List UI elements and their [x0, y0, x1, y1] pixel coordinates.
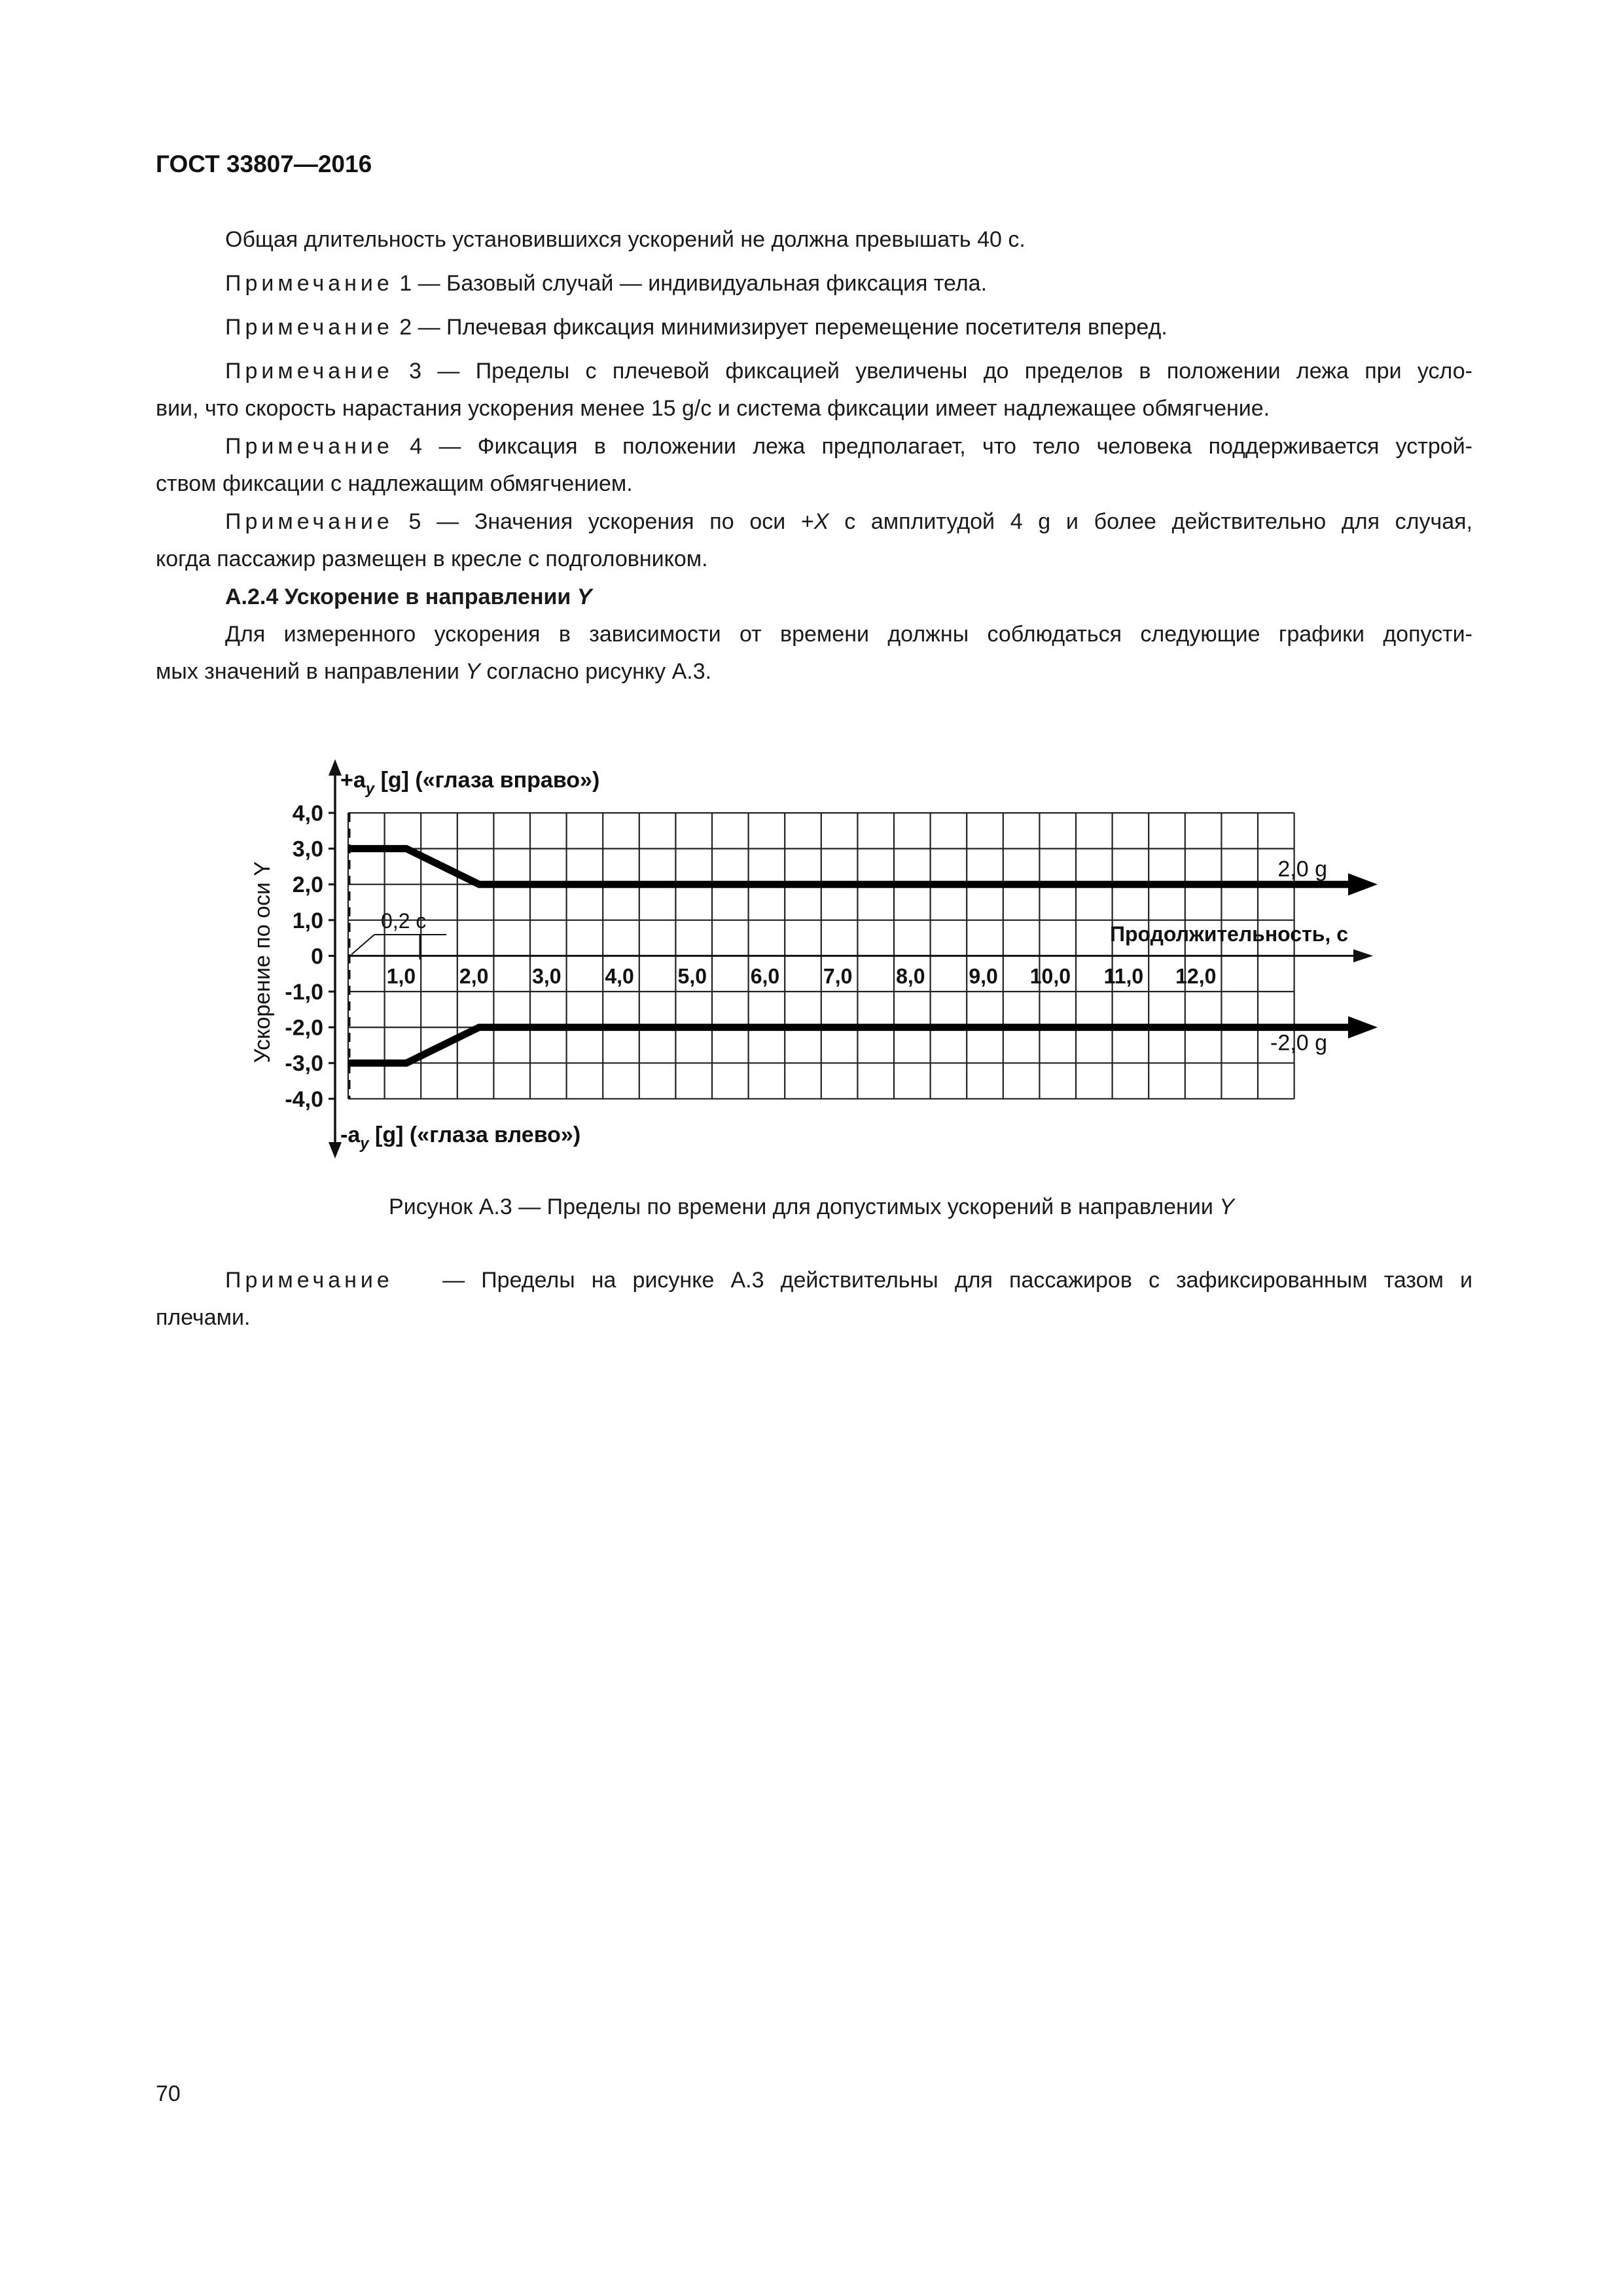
- dt-annotation-leader: [351, 935, 374, 954]
- note-1-text: 1 — Базовый случай — индивидуальная фиксация тела.: [399, 271, 988, 296]
- x-tick-label: 4,0: [605, 964, 634, 988]
- y-tick-label: -2,0: [285, 1015, 323, 1041]
- note-4-line-2: ством фиксации с надлежащим обмягчением.: [156, 471, 633, 496]
- series-arrow-negative: [1348, 1016, 1378, 1039]
- y-tick-label: 1,0: [292, 908, 323, 933]
- note-5-line-1b: с амплитудой 4 g и более действительно для случая,: [829, 509, 1473, 534]
- section-line-2b: согласно рисунку А.3.: [480, 659, 712, 684]
- note-3-line-2: вии, что скорость нарастания ускорения менее 15 g/c и система фиксации имеет надлежащее обмягчение.: [156, 396, 1270, 421]
- y-axis-top-label: $+a_y$ [g] («глаза вправо»): [340, 768, 600, 798]
- y-axis-bottom-label: $-a_y$ [g] («глаза влево»): [340, 1122, 581, 1153]
- note-2-text: 2 — Плечевая фиксация минимизирует перемещение посетителя вперед.: [399, 315, 1168, 340]
- note-5-line-1a: 5 — Значения ускорения по оси +: [408, 509, 814, 534]
- figure-note-line-2: плечами.: [156, 1305, 251, 1330]
- x-tick-label: 7,0: [823, 964, 853, 988]
- x-tick-label: 5,0: [677, 964, 707, 988]
- chart-labels: [250, 768, 1348, 1153]
- note-word: Примечание: [225, 434, 393, 459]
- y-tick-label: 4,0: [292, 801, 323, 826]
- y-axis-arrow-up: [329, 759, 342, 776]
- section-title-y: Y: [577, 584, 592, 609]
- note-word: Примечание: [225, 509, 393, 534]
- y-tick-label: -1,0: [285, 980, 323, 1005]
- figure-caption: [0, 1194, 1623, 1220]
- note-3-line-1: 3 — Пределы с плечевой фиксацией увеличены до пределов в положении лежа при усло-: [409, 359, 1472, 384]
- note-4-line-1: 4 — Фиксация в положении лежа предполагает, что тело человека поддерживается устрой-: [410, 434, 1473, 459]
- note-word: Примечание: [225, 359, 393, 384]
- dt-annotation-label: 0,2 с: [381, 909, 427, 933]
- y-tick-label: 3,0: [292, 836, 323, 862]
- series-line-positive: [348, 849, 1355, 885]
- section-line-2a: мых значений в направлении: [156, 659, 466, 684]
- y-axis-arrow-down: [329, 1142, 342, 1158]
- x-tick-label: 2,0: [459, 964, 489, 988]
- caption-text: Рисунок А.3 — Пределы по времени для допустимых ускорений в направлении: [389, 1194, 1220, 1219]
- x-axis-title: Продолжительность, с: [1109, 922, 1348, 946]
- section-line-2y: Y: [465, 659, 480, 684]
- section-title: А.2.4 Ускорение в направлении: [225, 584, 571, 609]
- x-tick-label: 12,0: [1175, 964, 1217, 988]
- series-label: -2,0 g: [1270, 1030, 1327, 1056]
- figure-note-line-1: — Пределы на рисунке А.3 действительны для пассажиров с зафиксированным тазом и: [442, 1268, 1472, 1293]
- note-5-axis-x: X: [813, 509, 829, 534]
- x-tick-label: 11,0: [1103, 964, 1144, 988]
- note-word: Примечание: [225, 271, 393, 296]
- x-tick-label: 6,0: [750, 964, 780, 988]
- p1-text: Общая длительность установившихся ускорений не должна превышать 40 с.: [225, 227, 1026, 252]
- y-tick-label: -4,0: [285, 1086, 323, 1112]
- x-tick-label: 8,0: [896, 964, 925, 988]
- series-line-negative: [348, 1028, 1355, 1064]
- note-word: Примечание: [225, 315, 393, 340]
- y-tick-label: 2,0: [292, 872, 323, 898]
- x-tick-label: 9,0: [969, 964, 998, 988]
- series-label: 2,0 g: [1277, 857, 1327, 882]
- page-number: 70: [156, 2081, 181, 2106]
- x-axis-arrow: [1353, 949, 1373, 962]
- figure-note: [156, 1262, 1472, 1336]
- section-line-1: Для измеренного ускорения в зависимости от времени должны соблюдаться следующие графики допусти-: [225, 622, 1472, 647]
- note-word: Примечание: [225, 1268, 393, 1293]
- note-5-line-2: когда пассажир размещен в кресле с подголовником.: [156, 547, 708, 571]
- x-tick-label: 3,0: [532, 964, 562, 988]
- caption-axis-y: Y: [1219, 1194, 1234, 1219]
- y-tick-label: 0: [311, 944, 323, 969]
- document-header: ГОСТ 33807—2016: [156, 151, 372, 177]
- x-tick-label: 1,0: [386, 964, 416, 988]
- series-arrow-positive: [1348, 873, 1378, 895]
- y-tick-label: -3,0: [285, 1051, 323, 1077]
- y-axis-title: Ускорение по оси Y: [250, 861, 275, 1064]
- x-tick-label: 10,0: [1029, 964, 1071, 988]
